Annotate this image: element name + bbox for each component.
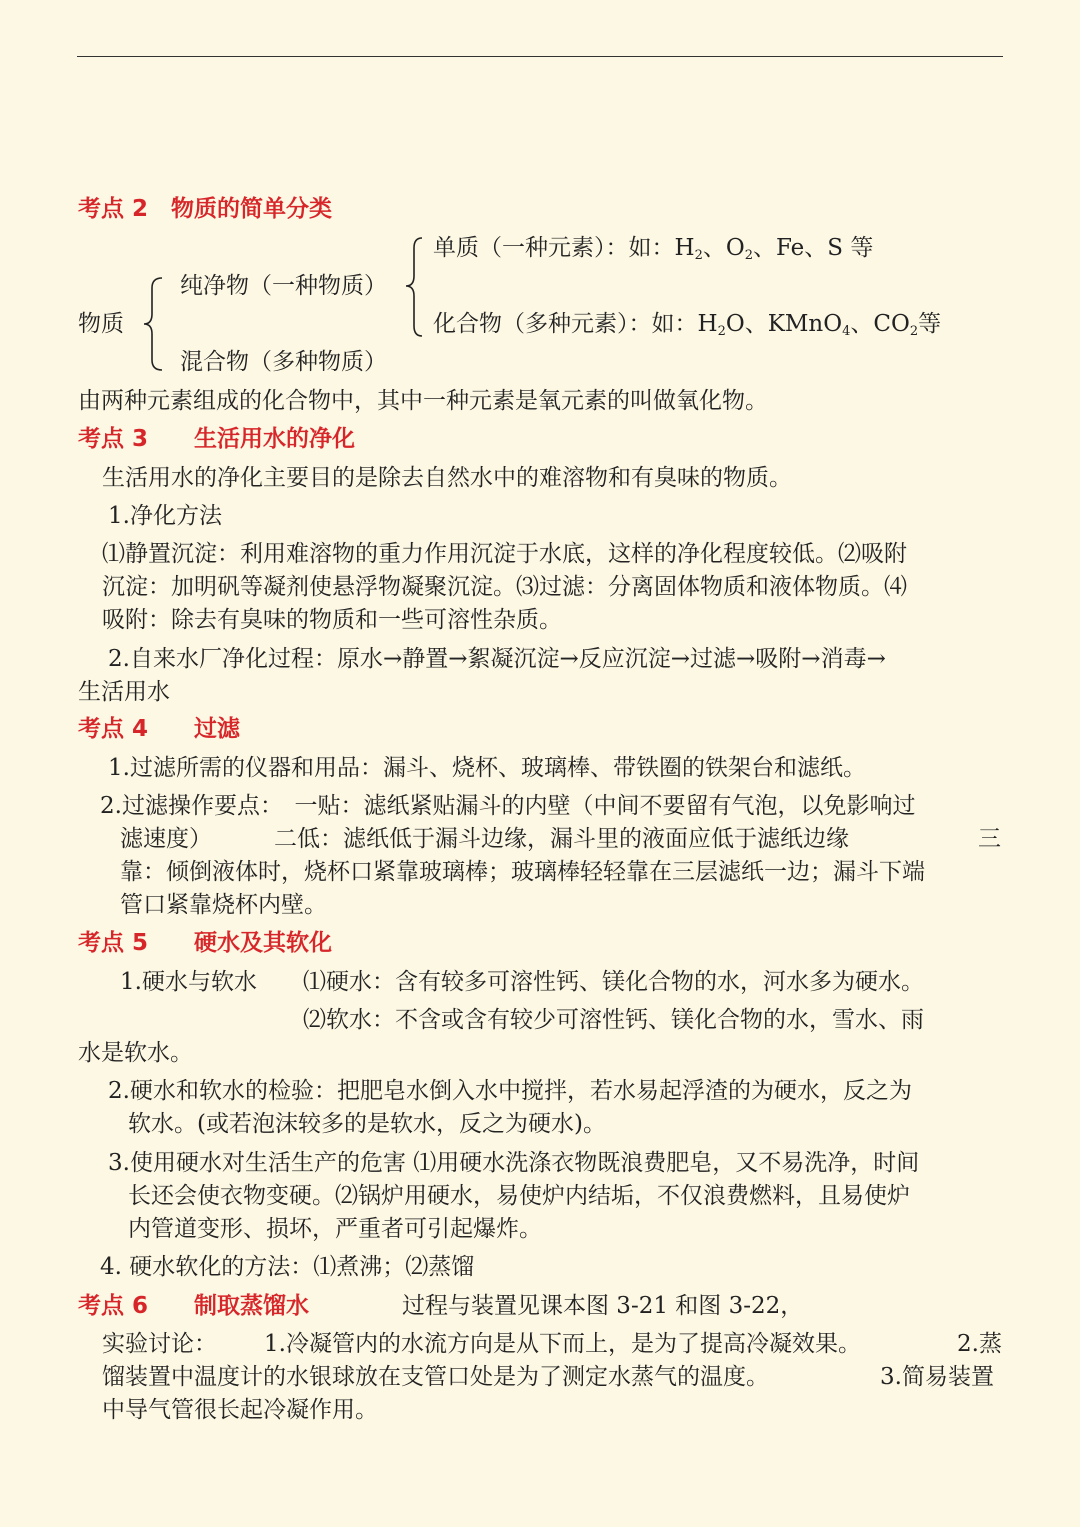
mixture: 混合物（多种物质） [180,349,387,375]
filtration-points-line-1: 2.过滤操作要点： 一贴：滤纸紧贴漏斗的内壁（中间不要留有气泡，以免影响过 [100,793,916,819]
discussion-point-3-start: 3.简易装置 [880,1364,994,1390]
left-brace-icon [140,276,168,372]
water-test-line-1: 2.硬水和软水的检验：把肥皂水倒入水中搅拌，若水易起浮渣的为硬水，反之为 [108,1078,912,1104]
compound: 化合物（多种元素）：如：$H_2O$、KMnO$_4$、$CO_2$等 [433,311,942,339]
softening-methods: 4. 硬水软化的方法：⑴煮沸；⑵蒸馏 [100,1254,475,1280]
oxide-definition: 由两种元素组成的化合物中，其中一种元素是氧元素的叫做氧化物。 [78,388,768,414]
top-rule [77,56,1003,57]
purification-intro: 生活用水的净化主要目的是除去自然水中的难溶物和有臭味的物质。 [102,465,792,491]
soft-water-def-cont: 水是软水。 [78,1040,193,1066]
element-substance: 单质（一种元素）：如：$H_2$、$O_2$、Fe、S 等 [433,235,874,263]
purification-methods-title: 1.净化方法 [108,503,222,529]
hazard-line-2: 长还会使衣物变硬。⑵锅炉用硬水，易使炉内结垢，不仅浪费燃料，且易使炉 [128,1183,910,1209]
filtration-points-line-2a: 滤速度） [120,826,212,852]
discussion-point-2-start: 2.蒸 [957,1331,1002,1357]
discussion-line-3: 中导气管很长起冷凝作用。 [102,1397,378,1423]
methods-line-3: 吸附：除去有臭味的物质和一些可溶性杂质。 [102,607,562,633]
soft-water-def: ⑵软水：不含或含有较少可溶性钙、镁化合物的水，雪水、雨 [303,1007,924,1033]
water-test-line-2: 软水。(或若泡沫较多的是软水，反之为硬水)。 [128,1111,606,1137]
waterworks-process-line-1: 2.自来水厂净化过程：原水→静置→絮凝沉淀→反应沉淀→过滤→吸附→消毒→ [108,646,886,672]
section-5-title: 考点 5 硬水及其软化 [78,930,333,956]
section-3-title: 考点 3 生活用水的净化 [78,426,356,452]
section-6-title: 考点 6 制取蒸馏水 [78,1293,310,1319]
filtration-points-line-3: 靠：倾倒液体时，烧杯口紧靠玻璃棒；玻璃棒轻轻靠在三层滤纸一边；漏斗下端 [120,859,925,885]
filtration-points-line-2c: 三 [978,826,1001,852]
methods-line-1: ⑴静置沉淀：利用难溶物的重力作用沉淀于水底，这样的净化程度较低。⑵吸附 [102,541,907,567]
hazard-line-3: 内管道变形、损坏，严重者可引起爆炸。 [128,1216,542,1242]
discussion-point-1: 1.冷凝管内的水流方向是从下而上，是为了提高冷凝效果。 [264,1331,861,1357]
discussion-label: 实验讨论： [102,1331,217,1357]
discussion-line-2: 馏装置中温度计的水银球放在支管口处是为了测定水蒸气的温度。 [102,1364,769,1390]
filtration-points-line-2b: 二低：滤纸低于漏斗边缘，漏斗里的液面应低于滤纸边缘 [274,826,849,852]
filtration-points-line-4: 管口紧靠烧杯内壁。 [120,892,327,918]
hard-water-def: ⑴硬水：含有较多可溶性钙、镁化合物的水，河水多为硬水。 [303,969,924,995]
waterworks-process-line-2: 生活用水 [78,679,170,705]
filtration-tools: 1.过滤所需的仪器和用品：漏斗、烧杯、玻璃棒、带铁圈的铁架台和滤纸。 [108,755,866,781]
methods-line-2: 沉淀：加明矾等凝剂使悬浮物凝聚沉淀。⑶过滤：分离固体物质和液体物质。⑷ [102,574,907,600]
section-2-title: 考点 2 物质的简单分类 [78,196,333,222]
pure-substance: 纯净物（一种物质） [180,273,387,299]
section-4-title: 考点 4 过滤 [78,716,241,742]
textbook-reference: 过程与装置见课本图 3-21 和图 3-22， [402,1293,804,1319]
classification-root: 物质 [78,311,124,337]
right-brace-icon [402,236,426,338]
hard-soft-label: 1.硬水与软水 [120,969,257,995]
hazard-line-1: 3.使用硬水对生活生产的危害 ⑴用硬水洗涤衣物既浪费肥皂，又不易洗净，时间 [108,1150,920,1176]
